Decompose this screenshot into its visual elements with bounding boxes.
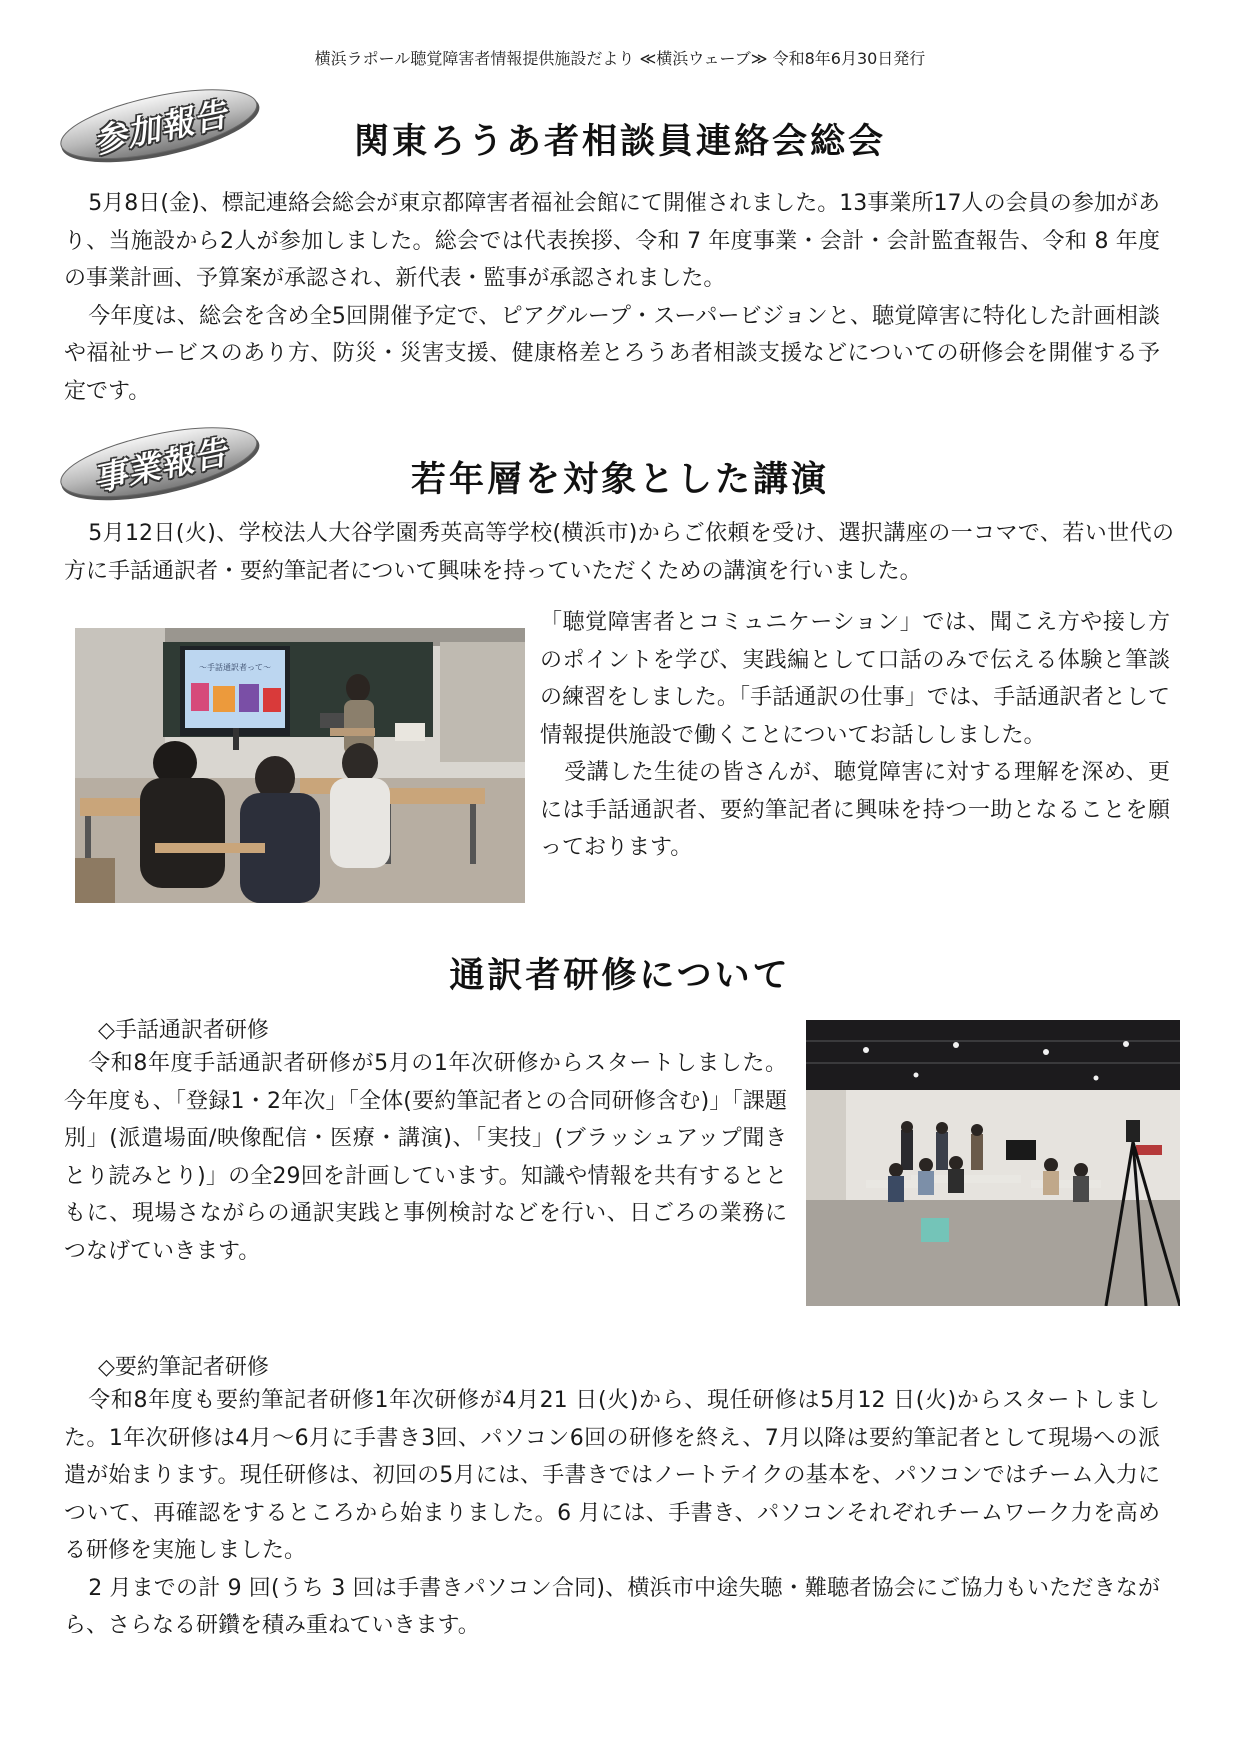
summary-writer-training-paragraph: 2 月までの計 9 回(うち 3 回は手書きパソコン合同)、横浜市中途失聴・難聴者協会にご協力もいただきながら、さらなる研鑽を積み重ねていきます。 — [64, 1575, 1160, 1638]
section2-side-paragraph: 受講した生徒の皆さんが、聴覚障害に対する理解を深め、更には手話通訳者、要約筆記者に興味を持つ一助となることを願っております。 — [540, 760, 1170, 860]
section3-sub2-body — [64, 1382, 1160, 1645]
classroom-lecture-photo — [75, 628, 525, 903]
section1-paragraph: 5月8日(金)、標記連絡会総会が東京都障害者福祉会館にて開催されました。13事業所17人の会員の参加があり、当施設から2人が参加しました。総会では代表挨拶、令和 7 年度事業・会計・会計監査報告、令和 8 年度の事業計画、予算案が承認され、新代表・監事が承認されました。 — [64, 191, 1160, 291]
badge-label: 参加報告 — [89, 93, 231, 161]
sign-language-training-paragraph: 令和8年度手話通訳者研修が5月の1年次研修からスタートしました。今年度も、「登録1・2年次」「全体(要約筆記者との合同研修含む)」「課題別」(派遣場面/映像配信・医療・講演)、「実技」(ブラッシュアップ聞きとり読みとり)」の全29回を計画しています。知識や情報を共有するとともに、現場さながらの通訳実践と事例検討などを行い、日ごろの業務につなげていきます。 — [64, 1051, 787, 1264]
section2-intro-paragraph: 5月12日(火)、学校法人大谷学園秀英高等学校(横浜市)からご依頼を受け、選択講座の一コマで、若い世代の方に手話通訳者・要約筆記者について興味を持っていただくための講演を行いました。 — [64, 521, 1174, 584]
newsletter-header: 横浜ラポール聴覚障害者情報提供施設だより ≪横浜ウェーブ≫ 令和8年6月30日発行 — [314, 49, 926, 68]
section1-paragraph: 今年度は、総会を含め全5回開催予定で、ピアグループ・スーパービジョンと、聴覚障害に特化した計画相談や福祉サービスのあり方、防災・災害支援、健康格差とろうあ者相談支援などについての研修会を開催する予定です。 — [64, 303, 1160, 404]
training-session-photo — [806, 1020, 1180, 1306]
section2-side-paragraph: 「聴覚障害者とコミュニケーション」では、聞こえ方や接し方のポイントを学び、実践編として口話のみで伝える体験と筆談の練習をしました。「手話通訳の仕事」では、手話通訳者として情報提供施設で働くことについてお話ししました。 — [540, 610, 1170, 748]
section1-body — [64, 185, 1160, 410]
summary-writer-training-paragraph: 令和8年度も要約筆記者研修1年次研修が4月21 日(火)から、現任研修は5月12 日(火)からスタートしました。1年次研修は4月～6月に手書き3回、パソコン6回の研修を終え、7月以降は要約筆記者として現場への派遣が始まります。現任研修は、初回の5月には、手書きではノートテイクの基本を、パソコンではチーム入力について、再確認をするところから始まりました。6 月には、手書き、パソコンそれぞれチームワーク力を高める研修を実施しました。 — [64, 1388, 1160, 1563]
section-title-interpreter-training: 通訳者研修について — [449, 956, 791, 996]
subheading-summary-writer-training: ◇要約筆記者研修 — [98, 1355, 269, 1380]
screen-caption: ～手話通訳者って～ — [199, 663, 271, 672]
section-title-kanto-meeting: 関東ろうあ者相談員連絡会総会 — [353, 122, 886, 162]
badge-label: 事業報告 — [89, 431, 231, 499]
subheading-sign-language-training: ◇手話通訳者研修 — [98, 1018, 269, 1043]
section3-sub1-body — [64, 1045, 787, 1270]
section2-side-text — [540, 604, 1170, 867]
section2-intro — [64, 515, 1174, 590]
section-title-youth-lecture: 若年層を対象とした講演 — [410, 460, 829, 500]
